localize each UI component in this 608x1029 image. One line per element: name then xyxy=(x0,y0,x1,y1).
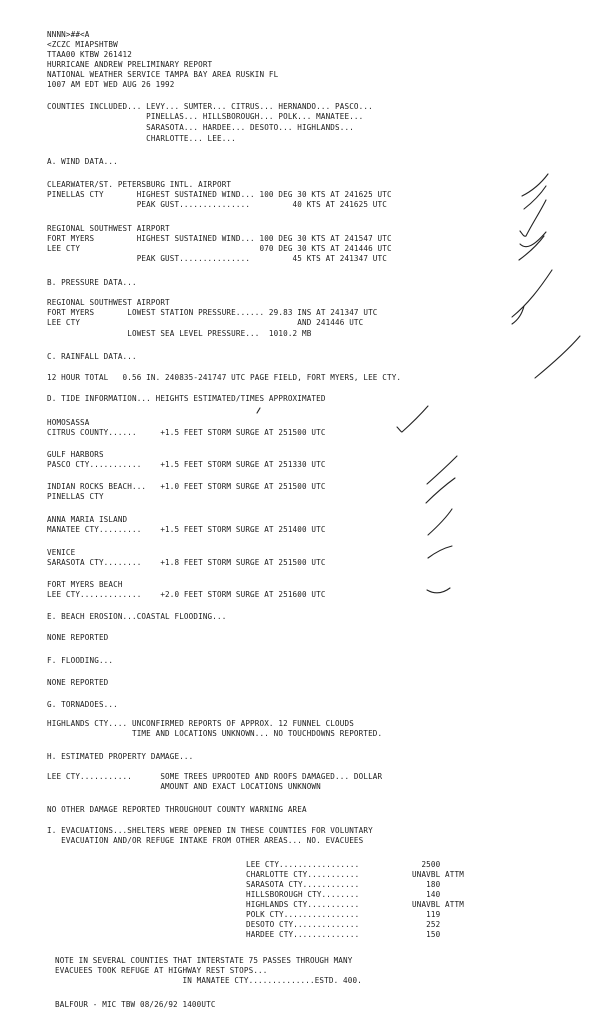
check-mark-icon xyxy=(520,232,546,247)
section-heading-damage: H. ESTIMATED PROPERTY DAMAGE... xyxy=(47,752,194,761)
evacuee-row-count: UNAVBL ATTM xyxy=(412,870,464,879)
section-heading-wind: A. WIND DATA... xyxy=(47,157,118,166)
counties-line-2: PINELLAS... HILLSBOROUGH... POLK... MANATEE... xyxy=(47,112,364,121)
check-mark-icon xyxy=(397,406,428,432)
beach-erosion-status: NONE REPORTED xyxy=(47,633,109,642)
report-office: NATIONAL WEATHER SERVICE TAMPA BAY AREA RUSKIN FL xyxy=(47,70,279,79)
tide-venice-value: SARASOTA CTY........ +1.8 FEET STORM SURGE AT 251500 UTC xyxy=(47,558,326,567)
evacuee-row-county: HARDEE CTY.............. xyxy=(246,930,360,939)
evacuee-row-count: 180 xyxy=(412,880,441,889)
check-mark-icon xyxy=(535,336,580,378)
evacuee-row-county: HIGHLANDS CTY........... xyxy=(246,900,360,909)
evacuee-row-county: HILLSBOROUGH CTY........ xyxy=(246,890,360,899)
wind-clw-sustained: PINELLAS CTY HIGHEST SUSTAINED WIND... 100 DEG 30 KTS AT 241625 UTC xyxy=(47,190,392,199)
wind-rsw-station: REGIONAL SOUTHWEST AIRPORT xyxy=(47,224,170,233)
evacuee-row-count: 2500 xyxy=(412,860,441,869)
tide-fort-myers-beach-station: FORT MYERS BEACH xyxy=(47,580,123,589)
pressure-sea-level: LOWEST SEA LEVEL PRESSURE... 1010.2 MB xyxy=(47,329,312,338)
header-line-1: NNNN>##<A xyxy=(47,30,90,39)
report-title: HURRICANE ANDREW PRELIMINARY REPORT xyxy=(47,60,213,69)
note-line-1: NOTE IN SEVERAL COUNTIES THAT INTERSTATE 75 PASSES THROUGH MANY xyxy=(55,956,353,965)
tide-indian-rocks-county: PINELLAS CTY xyxy=(47,492,104,501)
pressure-station-value: FORT MYERS LOWEST STATION PRESSURE...... 29.83 INS AT 241347 UTC xyxy=(47,308,378,317)
wind-rsw-sustained: FORT MYERS HIGHEST SUSTAINED WIND... 100 DEG 30 KTS AT 241547 UTC xyxy=(47,234,392,243)
tide-anna-maria-station: ANNA MARIA ISLAND xyxy=(47,515,128,524)
evacuee-row-count: 252 xyxy=(412,920,441,929)
check-mark-icon xyxy=(519,236,544,260)
counties-line-3: SARASOTA... HARDEE... DESOTO... HIGHLANDS... xyxy=(47,123,354,132)
tide-indian-rocks-value: INDIAN ROCKS BEACH... +1.0 FEET STORM SURGE AT 251500 UTC xyxy=(47,482,326,491)
check-mark-icon xyxy=(426,478,455,503)
evacuee-row-count: 140 xyxy=(412,890,441,899)
evacuee-row-county: SARASOTA CTY............ xyxy=(246,880,360,889)
pressure-station: REGIONAL SOUTHWEST AIRPORT xyxy=(47,298,170,307)
check-mark-icon xyxy=(427,588,450,593)
evacuee-row-county: POLK CTY................ xyxy=(246,910,360,919)
damage-lee: LEE CTY........... SOME TREES UPROOTED AND ROOFS DAMAGED... DOLLAR xyxy=(47,772,383,781)
section-heading-flooding: F. FLOODING... xyxy=(47,656,114,665)
header-line-2: <ZCZC MIAPSHTBW xyxy=(47,40,118,49)
flooding-status: NONE REPORTED xyxy=(47,678,109,687)
wind-clw-station: CLEARWATER/ST. PETERSBURG INTL. AIRPORT xyxy=(47,180,232,189)
wind-rsw-sustained-2: LEE CTY 070 DEG 30 KTS AT 241446 UTC xyxy=(47,244,392,253)
check-mark-icon xyxy=(512,270,552,317)
evacuee-row-count: UNAVBL ATTM xyxy=(412,900,464,909)
evacuee-row-county: DESOTO CTY.............. xyxy=(246,920,360,929)
header-line-3: TTAA00 KTBW 261412 xyxy=(47,50,132,59)
evacuations-heading-2: EVACUATION AND/OR REFUGE INTAKE FROM OTHER AREAS... NO. EVACUEES xyxy=(47,836,364,845)
check-mark-icon xyxy=(520,200,546,236)
tide-homosassa-value: CITRUS COUNTY...... +1.5 FEET STORM SURGE AT 251500 UTC xyxy=(47,428,326,437)
evacuee-row-count: 150 xyxy=(412,930,441,939)
tide-homosassa-station: HOMOSASSA xyxy=(47,418,90,427)
pen-tick-icon xyxy=(257,408,260,413)
section-heading-beach-erosion: E. BEACH EROSION...COASTAL FLOODING... xyxy=(47,612,227,621)
tornadoes-report-2: TIME AND LOCATIONS UNKNOWN... NO TOUCHDOWNS REPORTED. xyxy=(47,729,383,738)
check-mark-icon xyxy=(524,186,546,209)
check-mark-icon xyxy=(427,456,457,484)
tide-fort-myers-beach-value: LEE CTY............. +2.0 FEET STORM SURGE AT 251600 UTC xyxy=(47,590,326,599)
evacuee-row-county: CHARLOTTE CTY........... xyxy=(246,870,360,879)
damage-lee-2: AMOUNT AND EXACT LOCATIONS UNKNOWN xyxy=(47,782,321,791)
counties-line-1: COUNTIES INCLUDED... LEVY... SUMTER... CITRUS... HERNANDO... PASCO... xyxy=(47,102,373,111)
pressure-station-value-2: LEE CTY AND 241446 UTC xyxy=(47,318,364,327)
signature-line: BALFOUR - MIC TBW 08/26/92 1400UTC xyxy=(55,1000,216,1009)
section-heading-pressure: B. PRESSURE DATA... xyxy=(47,278,137,287)
tide-venice-station: VENICE xyxy=(47,548,76,557)
note-line-2: EVACUEES TOOK REFUGE AT HIGHWAY REST STOPS... xyxy=(55,966,268,975)
tornadoes-report: HIGHLANDS CTY.... UNCONFIRMED REPORTS OF APPROX. 12 FUNNEL CLOUDS xyxy=(47,719,354,728)
section-heading-rainfall: C. RAINFALL DATA... xyxy=(47,352,137,361)
counties-line-4: CHARLOTTE... LEE... xyxy=(47,134,236,143)
damage-other: NO OTHER DAMAGE REPORTED THROUGHOUT COUNTY WARNING AREA xyxy=(47,805,307,814)
check-mark-icon xyxy=(428,546,452,558)
section-heading-evacuations: I. EVACUATIONS...SHELTERS WERE OPENED IN THESE COUNTIES FOR VOLUNTARY xyxy=(47,826,373,835)
tide-gulf-harbors-value: PASCO CTY........... +1.5 FEET STORM SURGE AT 251330 UTC xyxy=(47,460,326,469)
evacuee-row-count: 119 xyxy=(412,910,441,919)
rainfall-total: 12 HOUR TOTAL 0.56 IN. 240835-241747 UTC PAGE FIELD, FORT MYERS, LEE CTY. xyxy=(47,373,402,382)
wind-clw-gust: PEAK GUST............... 40 KTS AT 241625 UTC xyxy=(47,200,387,209)
report-date: 1007 AM EDT WED AUG 26 1992 xyxy=(47,80,175,89)
tide-anna-maria-value: MANATEE CTY......... +1.5 FEET STORM SURGE AT 251400 UTC xyxy=(47,525,326,534)
check-mark-icon xyxy=(428,509,452,535)
check-mark-icon xyxy=(512,306,524,324)
section-heading-tide: D. TIDE INFORMATION... HEIGHTS ESTIMATED/TIMES APPROXIMATED xyxy=(47,394,326,403)
tide-gulf-harbors-station: GULF HARBORS xyxy=(47,450,104,459)
section-heading-tornadoes: G. TORNADOES... xyxy=(47,700,118,709)
wind-rsw-gust: PEAK GUST............... 45 KTS AT 241347 UTC xyxy=(47,254,387,263)
check-mark-icon xyxy=(522,174,548,196)
note-line-3: IN MANATEE CTY..............ESTD. 400. xyxy=(55,976,362,985)
evacuee-row-county: LEE CTY................. xyxy=(246,860,360,869)
